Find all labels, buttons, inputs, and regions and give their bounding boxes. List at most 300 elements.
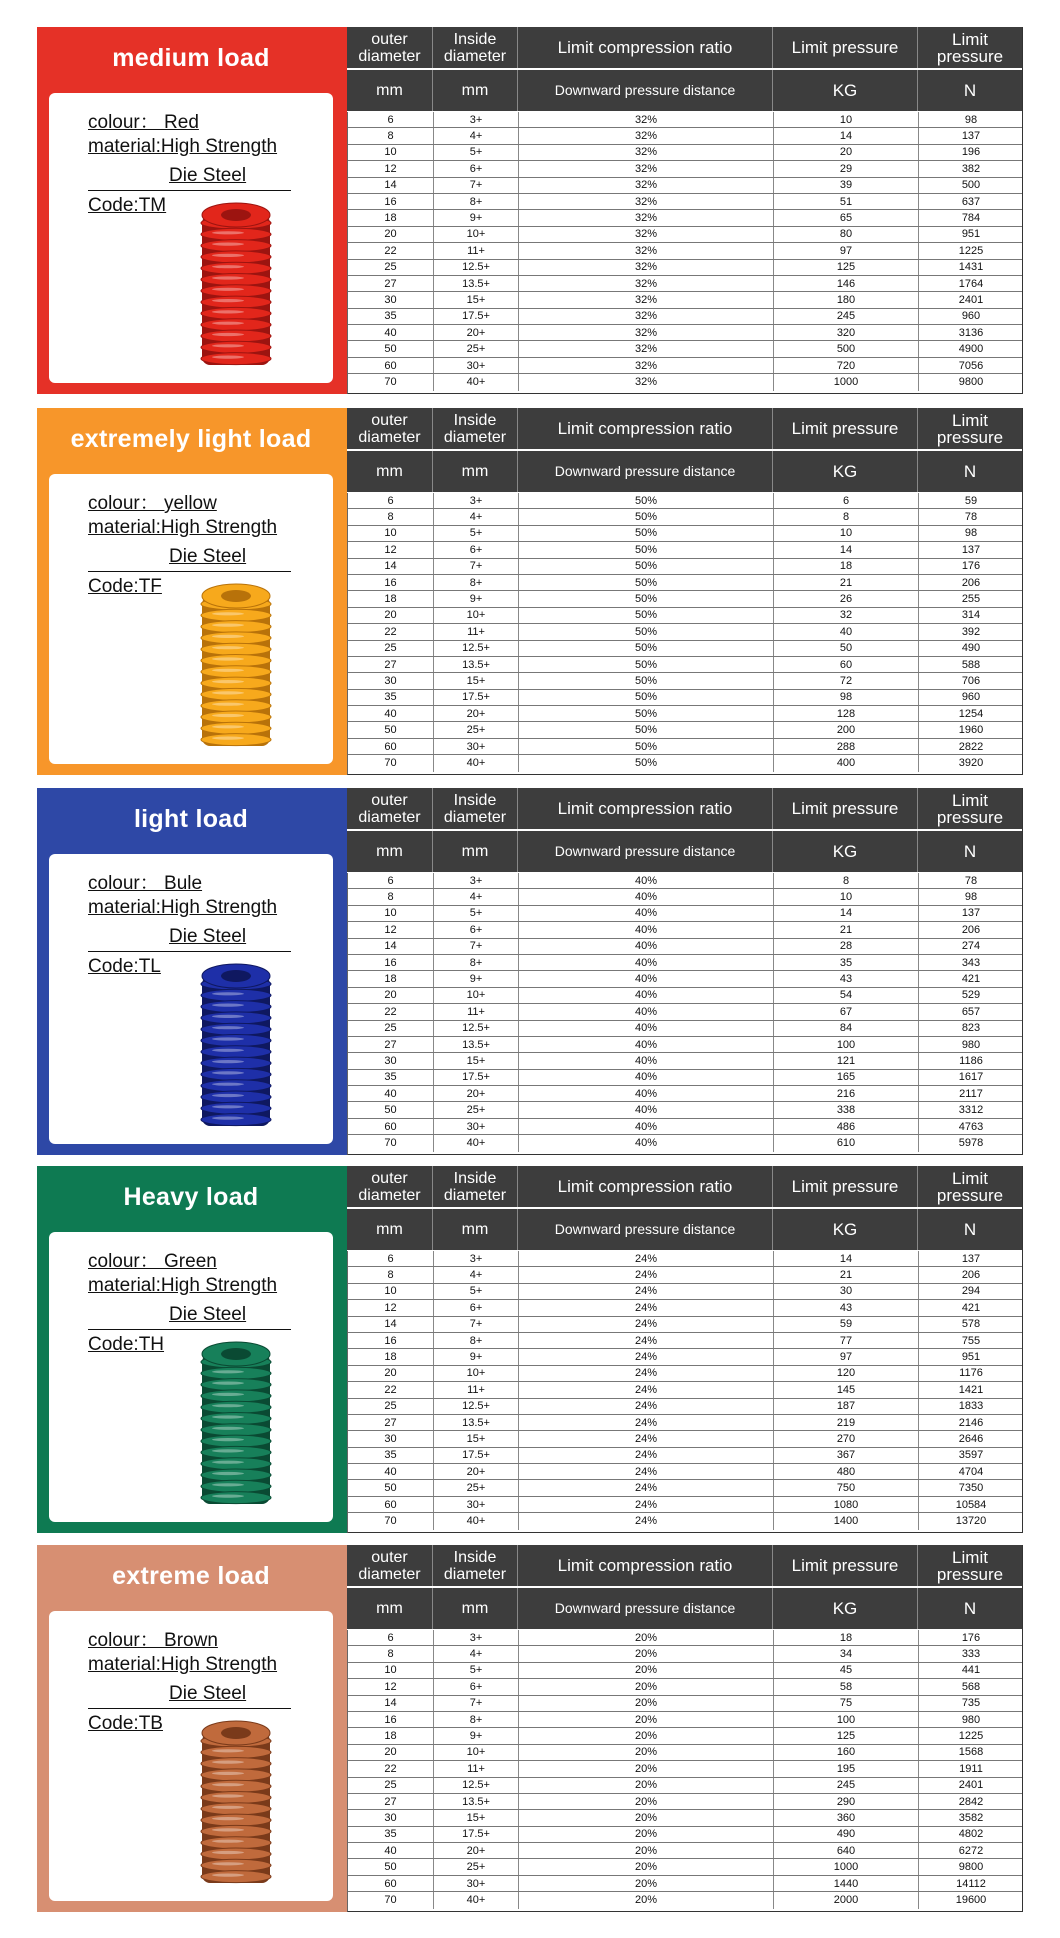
- table-cell: 50%: [519, 739, 774, 754]
- code-label: Code:TL: [88, 956, 161, 977]
- table-cell: 500: [774, 341, 919, 356]
- spring-info-card: [49, 1232, 333, 1522]
- table-cell: 7+: [434, 1317, 519, 1332]
- spring-info-panel: [37, 1545, 345, 1912]
- die-spring-image: [198, 201, 274, 376]
- table-cell: 5978: [958, 1137, 984, 1150]
- table-row: [348, 292, 1022, 308]
- table-cell: 5+: [434, 906, 519, 921]
- table-row: [348, 1497, 1022, 1513]
- table-cell: 11+: [434, 1761, 519, 1776]
- column-unit: KG: [773, 451, 918, 492]
- table-cell: 125: [774, 260, 919, 275]
- table-cell: 4+: [434, 509, 519, 524]
- table-cell: 12: [348, 542, 434, 557]
- table-row: [348, 227, 1022, 243]
- table-cell: 13720: [955, 1515, 987, 1528]
- column-unit: KG: [773, 1209, 918, 1250]
- table-cell: 67: [774, 1004, 919, 1019]
- column-header: Limit pressure: [773, 1166, 918, 1207]
- table-cell: 40%: [519, 1119, 774, 1134]
- table-cell: 1225: [958, 1730, 984, 1743]
- table-cell: 784: [961, 212, 981, 225]
- table-cell: 13.5+: [434, 1415, 519, 1430]
- table-cell: 21: [774, 575, 919, 590]
- table-cell: 12.5+: [434, 1021, 519, 1036]
- table-cell: 338: [774, 1102, 919, 1117]
- table-row: [348, 194, 1022, 210]
- table-cell: 20+: [434, 706, 519, 721]
- table-cell: 40%: [519, 1037, 774, 1052]
- table-cell: 24%: [519, 1333, 774, 1348]
- table-cell: 24%: [519, 1480, 774, 1495]
- table-row: [348, 955, 1022, 971]
- column-unit: N: [963, 81, 977, 100]
- table-cell: 8: [348, 1267, 434, 1282]
- table-cell: 70: [348, 755, 434, 771]
- table-cell: 6: [348, 873, 434, 888]
- table-cell: 12.5+: [434, 641, 519, 656]
- table-cell: 32%: [519, 178, 774, 193]
- die-spring-image: [198, 582, 274, 757]
- column-unit: mm: [433, 1588, 518, 1629]
- table-cell: 568: [961, 1680, 981, 1693]
- table-cell: 40%: [519, 971, 774, 986]
- column-header: Limit pressure: [773, 27, 918, 68]
- table-cell: 10: [348, 1284, 434, 1299]
- table-row: [348, 971, 1022, 987]
- table-cell: 343: [961, 956, 981, 969]
- table-cell: 84: [774, 1021, 919, 1036]
- table-row: [348, 1679, 1022, 1695]
- table-cell: 6: [774, 493, 919, 508]
- spring-info-card: [49, 854, 333, 1144]
- table-body: [347, 493, 1022, 775]
- table-cell: 7+: [434, 939, 519, 954]
- table-cell: 39: [774, 178, 919, 193]
- table-cell: 176: [961, 1631, 981, 1644]
- table-cell: 32%: [519, 112, 774, 127]
- table-row: [348, 1300, 1022, 1316]
- table-cell: 40: [774, 624, 919, 639]
- table-cell: 16: [348, 1333, 434, 1348]
- table-cell: 60: [348, 1119, 434, 1134]
- table-row: [348, 939, 1022, 955]
- table-cell: 15+: [434, 292, 519, 307]
- table-row: [348, 341, 1022, 357]
- table-cell: 75: [774, 1696, 919, 1711]
- table-cell: 20%: [519, 1745, 774, 1760]
- table-row: [348, 1102, 1022, 1118]
- table-cell: 8: [348, 509, 434, 524]
- table-row: [348, 706, 1022, 722]
- table-cell: 22: [348, 243, 434, 258]
- table-cell: 15+: [434, 1431, 519, 1446]
- column-header: Inside diameter: [433, 27, 518, 68]
- table-cell: 11+: [434, 1382, 519, 1397]
- table-cell: 4802: [958, 1828, 984, 1841]
- spring-info-panel: [37, 27, 345, 394]
- table-unit-row: [347, 831, 1022, 872]
- table-row: [348, 1646, 1022, 1662]
- table-row: [348, 178, 1022, 194]
- table-cell: 32%: [519, 227, 774, 242]
- table-body: [347, 112, 1022, 394]
- table-cell: 137: [961, 1252, 981, 1265]
- table-cell: 50%: [519, 608, 774, 623]
- table-cell: 10+: [434, 988, 519, 1003]
- table-cell: 951: [961, 228, 981, 241]
- table-cell: 7056: [958, 359, 984, 372]
- table-cell: 1186: [959, 1054, 983, 1067]
- table-cell: 50: [348, 1859, 434, 1874]
- table-row: [348, 1284, 1022, 1300]
- column-unit: Downward pressure distance: [518, 70, 773, 111]
- table-cell: 1225: [958, 244, 984, 257]
- table-cell: 294: [961, 1285, 981, 1298]
- table-cell: 20%: [519, 1892, 774, 1908]
- table-row: [348, 260, 1022, 276]
- material-label: material:High Strength: [88, 1275, 278, 1296]
- table-cell: 20%: [519, 1761, 774, 1776]
- table-row: [348, 1794, 1022, 1810]
- table-cell: 25+: [434, 1480, 519, 1495]
- table-row: [348, 1004, 1022, 1020]
- table-cell: 6: [348, 493, 434, 508]
- table-cell: 20%: [519, 1827, 774, 1842]
- table-cell: 196: [961, 146, 981, 159]
- table-cell: 314: [961, 609, 981, 622]
- load-title: extremely light load: [70, 424, 312, 453]
- column-unit: mm: [347, 831, 433, 872]
- table-cell: 30: [348, 292, 434, 307]
- table-cell: 24%: [519, 1366, 774, 1381]
- table-cell: 6: [348, 112, 434, 127]
- table-cell: 51: [774, 194, 919, 209]
- table-row: [348, 1843, 1022, 1859]
- table-cell: 97: [774, 243, 919, 258]
- table-cell: 10: [348, 526, 434, 541]
- table-row: [348, 1431, 1022, 1447]
- table-cell: 823: [961, 1022, 981, 1035]
- table-row: [348, 210, 1022, 226]
- spec-table: [347, 788, 1023, 1155]
- table-cell: 50%: [519, 641, 774, 656]
- column-unit: mm: [347, 1588, 433, 1629]
- table-cell: 24%: [519, 1399, 774, 1414]
- table-cell: 8+: [434, 194, 519, 209]
- table-row: [348, 161, 1022, 177]
- table-cell: 421: [961, 973, 981, 986]
- table-row: [348, 276, 1022, 292]
- table-cell: 9+: [434, 210, 519, 225]
- table-cell: 20+: [434, 1086, 519, 1101]
- table-cell: 382: [961, 162, 981, 175]
- table-row: [348, 1728, 1022, 1744]
- spring-section: [37, 788, 1022, 1155]
- column-unit: mm: [347, 451, 433, 492]
- table-cell: 10+: [434, 1745, 519, 1760]
- column-unit: mm: [347, 1209, 433, 1250]
- material-label: material:High Strength: [88, 1654, 278, 1675]
- table-cell: 40+: [434, 755, 519, 771]
- table-cell: 22: [348, 1761, 434, 1776]
- table-row: [348, 526, 1022, 542]
- table-cell: 25+: [434, 341, 519, 356]
- table-cell: 1176: [959, 1367, 983, 1380]
- table-header-row: [347, 408, 1022, 449]
- table-cell: 40%: [519, 1021, 774, 1036]
- table-cell: 490: [774, 1827, 919, 1842]
- table-row: [348, 1513, 1022, 1529]
- table-row: [348, 1876, 1022, 1892]
- table-cell: 8+: [434, 955, 519, 970]
- table-cell: 6272: [958, 1844, 984, 1857]
- table-cell: 1568: [958, 1746, 984, 1759]
- table-cell: 20%: [519, 1630, 774, 1645]
- table-cell: 13.5+: [434, 1794, 519, 1809]
- column-header: Limit pressure: [936, 410, 1004, 447]
- table-row: [348, 1382, 1022, 1398]
- table-cell: 30+: [434, 1497, 519, 1512]
- table-cell: 4704: [958, 1465, 984, 1478]
- material-label: material:High Strength: [88, 517, 278, 538]
- table-row: [348, 1480, 1022, 1496]
- table-cell: 12.5+: [434, 1399, 519, 1414]
- table-cell: 43: [774, 971, 919, 986]
- table-cell: 17.5+: [434, 690, 519, 705]
- table-row: [348, 1399, 1022, 1415]
- table-cell: 200: [774, 722, 919, 737]
- table-cell: 8+: [434, 1712, 519, 1727]
- table-cell: 24%: [519, 1497, 774, 1512]
- spec-table: [347, 408, 1023, 775]
- table-cell: 195: [774, 1761, 919, 1776]
- table-cell: 27: [348, 1794, 434, 1809]
- table-cell: 1911: [959, 1762, 983, 1775]
- table-cell: 59: [964, 494, 978, 507]
- table-row: [348, 1053, 1022, 1069]
- table-cell: 16: [348, 194, 434, 209]
- table-cell: 50%: [519, 624, 774, 639]
- table-cell: 50: [348, 1480, 434, 1495]
- column-unit: KG: [773, 70, 918, 111]
- table-cell: 32%: [519, 210, 774, 225]
- table-cell: 24%: [519, 1284, 774, 1299]
- material-label-cont: Die Steel: [169, 926, 247, 947]
- table-row: [348, 1448, 1022, 1464]
- table-cell: 32%: [519, 128, 774, 143]
- column-header: Limit pressure: [936, 29, 1004, 66]
- table-cell: 30: [774, 1284, 919, 1299]
- table-cell: 145: [774, 1382, 919, 1397]
- table-cell: 1421: [958, 1383, 984, 1396]
- table-cell: 98: [964, 891, 978, 904]
- table-cell: 480: [774, 1464, 919, 1479]
- table-cell: 960: [961, 310, 981, 323]
- load-title: light load: [133, 804, 249, 833]
- table-cell: 32%: [519, 194, 774, 209]
- table-cell: 10: [774, 889, 919, 904]
- table-cell: 657: [961, 1005, 981, 1018]
- table-cell: 20%: [519, 1646, 774, 1661]
- table-cell: 17.5+: [434, 1827, 519, 1842]
- table-cell: 40%: [519, 1004, 774, 1019]
- table-cell: 10584: [955, 1498, 987, 1511]
- table-cell: 20%: [519, 1663, 774, 1678]
- table-cell: 20%: [519, 1778, 774, 1793]
- table-cell: 3+: [434, 1251, 519, 1266]
- table-cell: 20%: [519, 1794, 774, 1809]
- table-cell: 30: [348, 1810, 434, 1825]
- table-row: [348, 325, 1022, 341]
- column-header: outer diameter: [347, 1545, 433, 1586]
- colour-label: colour： Red: [88, 112, 199, 133]
- table-cell: 21: [774, 922, 919, 937]
- table-cell: 15+: [434, 673, 519, 688]
- die-spring-image: [198, 962, 274, 1137]
- table-cell: 7+: [434, 178, 519, 193]
- spec-table: [347, 27, 1023, 394]
- table-cell: 24%: [519, 1431, 774, 1446]
- table-cell: 20%: [519, 1859, 774, 1874]
- table-cell: 2000: [774, 1892, 919, 1908]
- table-row: [348, 1464, 1022, 1480]
- table-cell: 25: [348, 1021, 434, 1036]
- table-cell: 50%: [519, 559, 774, 574]
- table-cell: 245: [774, 1778, 919, 1793]
- spring-info-panel: [37, 408, 345, 775]
- table-cell: 22: [348, 624, 434, 639]
- table-cell: 360: [774, 1810, 919, 1825]
- table-cell: 60: [348, 1497, 434, 1512]
- table-cell: 65: [774, 210, 919, 225]
- table-cell: 32%: [519, 260, 774, 275]
- table-cell: 50%: [519, 509, 774, 524]
- underline-rule: [88, 190, 291, 191]
- table-cell: 1617: [958, 1071, 984, 1084]
- table-row: [348, 922, 1022, 938]
- column-header: Limit compression ratio: [518, 1166, 773, 1207]
- colour-label: colour： Green: [88, 1251, 217, 1272]
- table-cell: 50%: [519, 673, 774, 688]
- spring-info-card: [49, 1611, 333, 1901]
- table-cell: 2401: [958, 293, 984, 306]
- spring-section: [37, 408, 1022, 775]
- table-cell: 40+: [434, 1892, 519, 1908]
- code-label: Code:TM: [88, 195, 167, 216]
- table-row: [348, 1119, 1022, 1135]
- table-cell: 4763: [958, 1120, 984, 1133]
- column-unit: KG: [773, 1588, 918, 1629]
- underline-rule: [88, 951, 291, 952]
- table-body: [347, 1251, 1022, 1533]
- table-cell: 9+: [434, 971, 519, 986]
- table-cell: 1080: [774, 1497, 919, 1512]
- column-header: Limit pressure: [773, 1545, 918, 1586]
- table-cell: 10: [348, 906, 434, 921]
- table-cell: 7+: [434, 559, 519, 574]
- table-cell: 100: [774, 1037, 919, 1052]
- table-cell: 6: [348, 1251, 434, 1266]
- material-label-cont: Die Steel: [169, 1304, 247, 1325]
- column-header: Limit compression ratio: [518, 788, 773, 829]
- table-cell: 10: [348, 1663, 434, 1678]
- table-row: [348, 575, 1022, 591]
- table-cell: 20%: [519, 1696, 774, 1711]
- table-cell: 14112: [956, 1877, 986, 1890]
- column-unit: N: [963, 1220, 977, 1239]
- table-cell: 270: [774, 1431, 919, 1446]
- table-row: [348, 358, 1022, 374]
- table-cell: 8: [774, 509, 919, 524]
- table-cell: 12: [348, 1679, 434, 1694]
- column-header: Limit pressure: [773, 788, 918, 829]
- table-cell: 6+: [434, 1679, 519, 1694]
- table-cell: 2842: [958, 1795, 984, 1808]
- table-cell: 35: [348, 1448, 434, 1463]
- table-row: [348, 988, 1022, 1004]
- table-cell: 6: [348, 1630, 434, 1645]
- load-title: Heavy load: [123, 1182, 259, 1211]
- column-unit: N: [963, 462, 977, 481]
- table-row: [348, 722, 1022, 738]
- table-cell: 98: [964, 113, 978, 126]
- table-row: [348, 1663, 1022, 1679]
- table-cell: 30+: [434, 1119, 519, 1134]
- table-cell: 9+: [434, 1349, 519, 1364]
- table-cell: 58: [774, 1679, 919, 1694]
- table-cell: 14: [348, 1696, 434, 1711]
- table-cell: 2822: [958, 740, 984, 753]
- table-cell: 12: [348, 161, 434, 176]
- table-cell: 50%: [519, 706, 774, 721]
- table-cell: 35: [348, 309, 434, 324]
- table-row: [348, 559, 1022, 575]
- table-cell: 20: [774, 145, 919, 160]
- underline-rule: [88, 1329, 291, 1330]
- table-cell: 50%: [519, 657, 774, 672]
- table-cell: 529: [961, 989, 981, 1002]
- table-cell: 14: [348, 559, 434, 574]
- table-cell: 18: [774, 559, 919, 574]
- column-unit: Downward pressure distance: [518, 451, 773, 492]
- table-cell: 7350: [958, 1482, 984, 1495]
- table-cell: 24%: [519, 1382, 774, 1397]
- column-header: Inside diameter: [433, 1545, 518, 1586]
- table-cell: 5+: [434, 145, 519, 160]
- column-unit: Downward pressure distance: [518, 1588, 773, 1629]
- table-cell: 24%: [519, 1513, 774, 1529]
- table-cell: 20%: [519, 1728, 774, 1743]
- material-label: material:High Strength: [88, 897, 278, 918]
- code-label: Code:TF: [88, 576, 162, 597]
- table-cell: 13.5+: [434, 276, 519, 291]
- table-cell: 40: [348, 706, 434, 721]
- table-cell: 578: [961, 1318, 981, 1331]
- column-header: Inside diameter: [433, 788, 518, 829]
- table-cell: 720: [774, 358, 919, 373]
- table-row: [348, 641, 1022, 657]
- table-cell: 50%: [519, 493, 774, 508]
- table-cell: 735: [961, 1697, 981, 1710]
- table-row: [348, 739, 1022, 755]
- table-cell: 206: [961, 1269, 981, 1282]
- table-cell: 25+: [434, 1102, 519, 1117]
- table-cell: 20+: [434, 1464, 519, 1479]
- material-label: material:High Strength: [88, 136, 278, 157]
- table-cell: 32: [774, 608, 919, 623]
